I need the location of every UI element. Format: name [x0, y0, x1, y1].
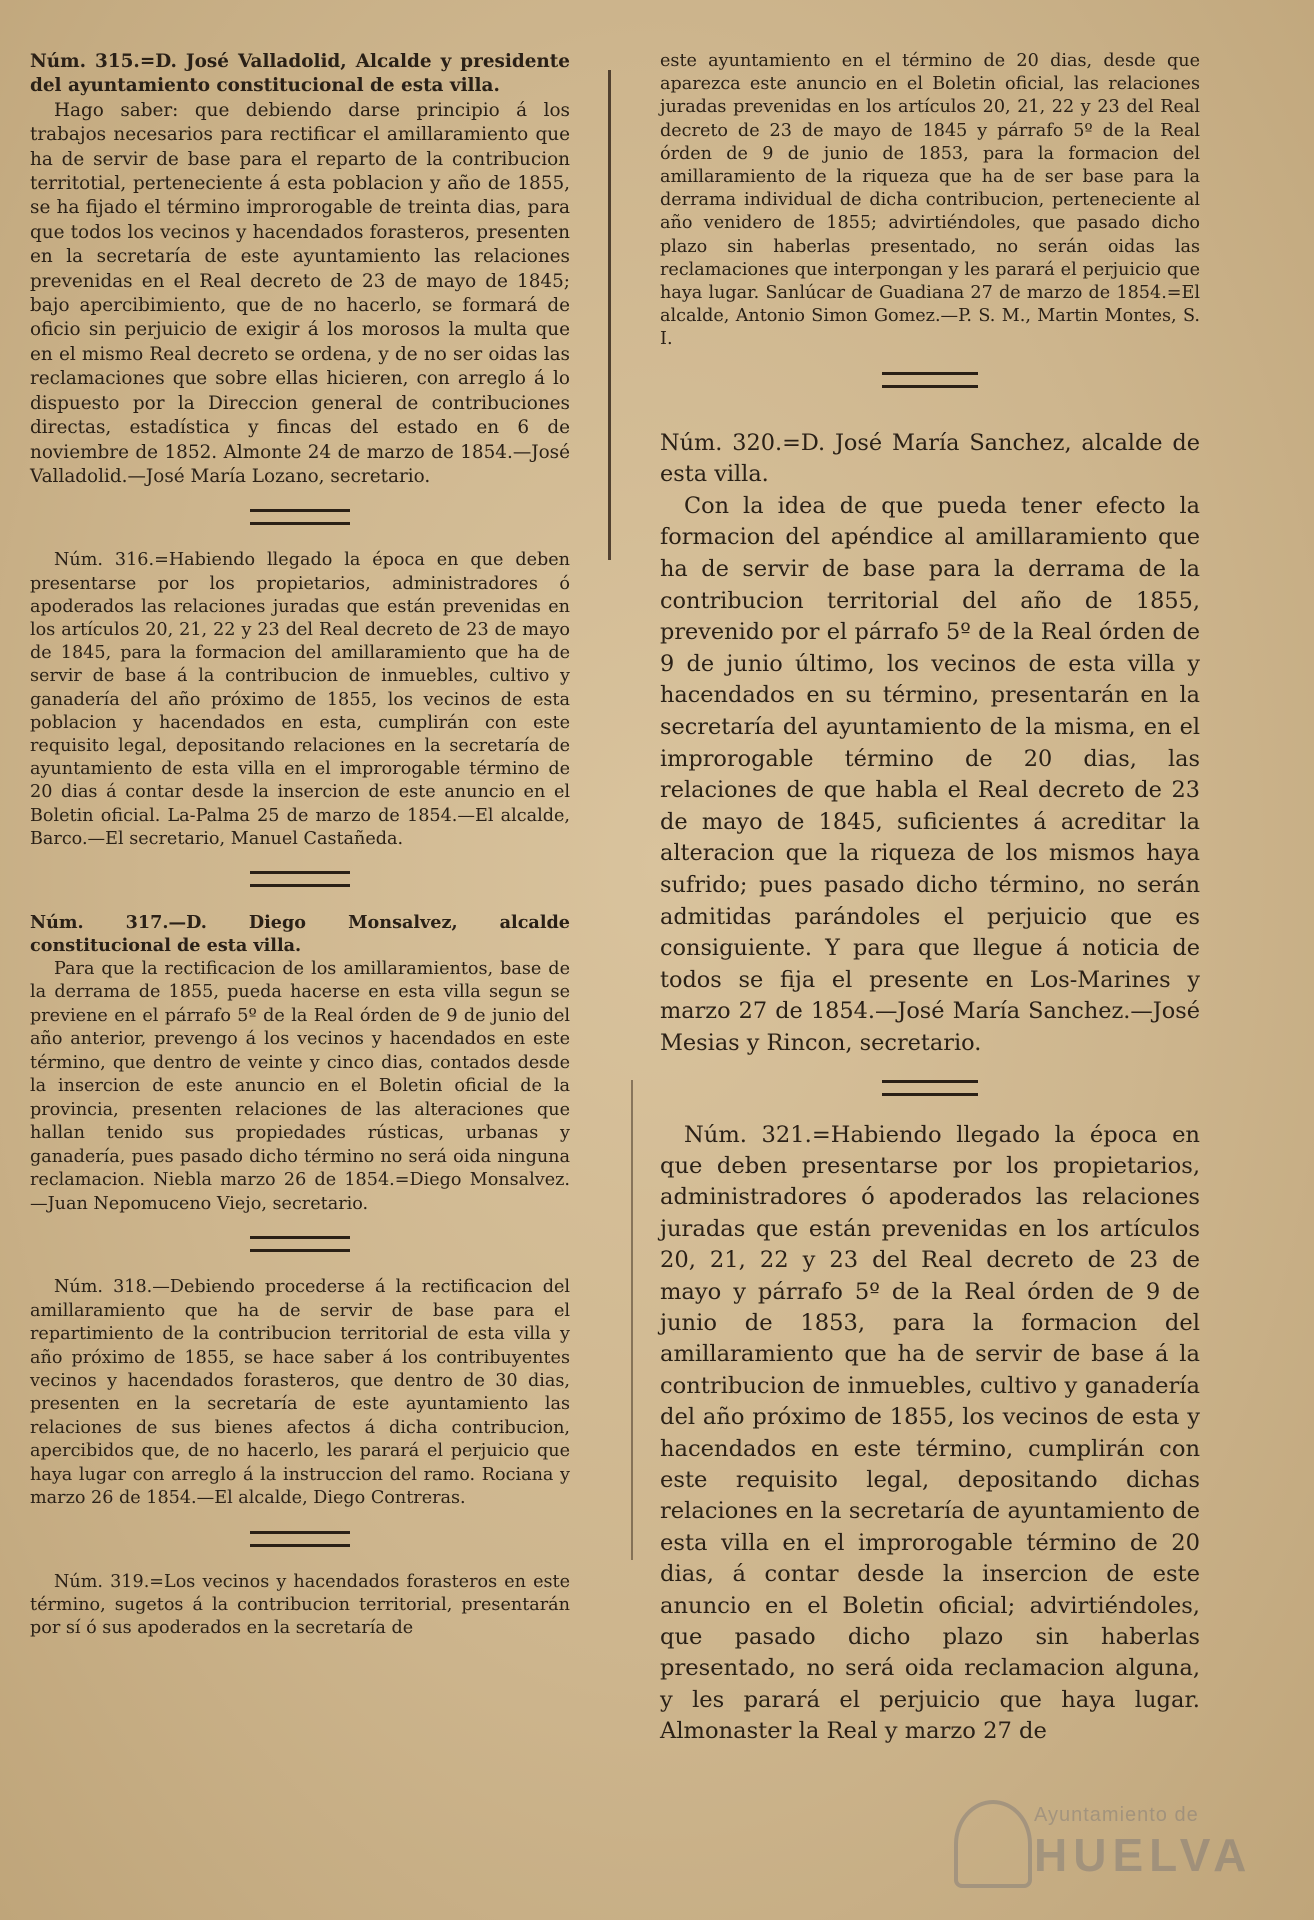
section-rule	[250, 509, 350, 525]
notice-321	[660, 1120, 1200, 1748]
coat-of-arms-icon	[954, 1800, 1032, 1888]
archive-watermark	[954, 1800, 1254, 1880]
notice-317-body: Para que la rectificacion de los amillaramientos, base de la derrama de 1855, pueda hacerse en esta villa segun se previene en el párrafo 5º de la Real órden de 9 de junio del año anterior, prevengo á los vecinos y hacendados en este término, que dentro de veinte y cinco dias, contados desde la insercion de este anuncio en el Boletin oficial de la provincia, presenten relaciones de las alteraciones que hallan tenido sus propiedades rústicas, urbanas y ganadería, pues pasado dicho término no será oida ninguna reclamacion. Niebla marzo 26 de 1854.=Diego Monsalvez.—Juan Nepomuceno Viejo, secretario.	[30, 958, 570, 1214]
notice-319-continued-text: este ayuntamiento en el término de 20 dias, desde que aparezca este anuncio en el Boletin oficial, las relaciones juradas prevenidas en los artículos 20, 21, 22 y 23 del Real decreto de 23 de mayo de 1845 y párrafo 5º de la Real órden de 9 de junio de 1853, para la formacion del amillaramiento de la riqueza que ha de ser base para la derrama individual de dicha contribucion, perteneciente al año venidero de 1855; advirtiéndoles, que pasado dicho plazo sin haberlas presentado, no serán oidas las reclamaciones que interpongan y les parará el perjuicio que haya lugar. Sanlúcar de Guadiana 27 de marzo de 1854.=El alcalde, Antonio Simon Gomez.—P. S. M., Martin Montes, S. I.	[660, 51, 1200, 350]
notice-315	[30, 50, 570, 489]
notice-317-heading: Núm. 317.—D. Diego Monsalvez, alcalde constitucional de esta villa.	[30, 911, 570, 957]
notice-318-text: Núm. 318.—Debiendo procederse á la rectificacion del amillaramiento que ha de servir de base para el repartimiento de la contribucion territorial de esta villa y año próximo de 1855, se hace saber á los contribuyentes vecinos y hacendados forasteros, que dentro de 30 dias, presenten en la secretaría de este ayuntamiento las relaciones de sus bienes afectos á dicha contribucion, apercibidos que, de no hacerlo, les parará el perjuicio que haya lugar con arreglo á la instruccion del ramo. Rociana y marzo 26 de 1854.—El alcalde, Diego Contreras.	[30, 1277, 570, 1509]
column-divider-lower	[631, 1080, 633, 1560]
notice-320	[660, 428, 1200, 1060]
notice-317	[30, 911, 570, 1217]
notice-319-text: Núm. 319.=Los vecinos y hacendados forasteros en este término, sugetos á la contribucion territorial, presentarán por sí ó sus apoderados en la secretaría de	[30, 1571, 570, 1638]
notice-316-text: Núm. 316.=Habiendo llegado la época en que deben presentarse por los propietarios, administradores ó apoderados las relaciones juradas que están prevenidas en los artículos 20, 21, 22 y 23 del Real decreto de 23 de mayo de 1845, para la formacion del amillaramiento que ha de servir de base á la contribucion de inmuebles, cultivo y ganadería del año próximo de 1855, los vecinos de esta poblacion y hacendados en esta, cumplirán con este requisito legal, depositando relaciones en la secretaría de ayuntamiento de esta villa en el improrogable término de 20 dias á contar desde la insercion de este anuncio en el Boletin oficial. La-Palma 25 de marzo de 1854.—El alcalde, Barco.—El secretario, Manuel Castañeda.	[30, 550, 570, 849]
section-rule	[882, 372, 978, 388]
notice-316	[30, 549, 570, 851]
section-rule	[882, 1080, 978, 1096]
notice-321-text: Núm. 321.=Habiendo llegado la época en que deben presentarse por los propietarios, administradores ó apoderados las relaciones juradas que están prevenidas en los artículos 20, 21, 22 y 23 del Real decreto de 23 de mayo y párrafo 5º de la Real órden de 9 de junio de 1853, para la formacion del amillaramiento que ha de servir de base á la contribucion de inmuebles, cultivo y ganadería del año próximo de 1855, los vecinos de esta y hacendados en este término, cumplirán con este requisito legal, depositando dichas relaciones en la secretaría de ayuntamiento de esta villa en el improrogable término de 20 dias, á contar desde la insercion de este anuncio en el Boletin oficial; advirtiéndoles, que pasado dicho plazo sin haberlas presentado, no será oida reclamacion alguna, y les parará el perjuicio que haya lugar. Almonaster la Real y marzo 27 de	[660, 1121, 1200, 1745]
section-rule	[250, 1531, 350, 1547]
left-column	[30, 50, 570, 1640]
column-divider	[608, 70, 611, 560]
notice-320-heading: Núm. 320.=D. José María Sanchez, alcalde de esta villa.	[660, 429, 1200, 488]
watermark-line1: Ayuntamiento de	[1034, 1804, 1199, 1826]
notice-318	[30, 1276, 570, 1510]
notice-315-body: Hago saber: que debiendo darse principio á los trabajos necesarios para rectificar el amillaramiento que ha de servir de base para el reparto de la contribucion territotial, perteneciente á esta poblacion y año de 1855, se ha fijado el término improrogable de treinta dias, para que todos los vecinos y hacendados forasteros, presenten en la secretaría de este ayuntamiento las relaciones prevenidas en el Real decreto de 23 de mayo de 1845; bajo apercibimiento, que de no hacerlo, se formará de oficio sin perjuicio de exigir á los morosos la multa que en el mismo Real decreto se ordena, y de no ser oidas las reclamaciones que sobre ellas hicieren, con arreglo á lo dispuesto por la Direccion general de contribuciones directas, estadística y fincas del estado en 6 de noviembre de 1852. Almonte 24 de marzo de 1854.—José Valladolid.—José María Lozano, secretario.	[30, 99, 570, 487]
notice-319	[30, 1571, 570, 1641]
watermark-line2: HUELVA	[1034, 1829, 1253, 1881]
notice-319-continued	[660, 50, 1200, 352]
notice-320-body: Con la idea de que pueda tener efecto la formacion del apéndice al amillaramiento que ha de servir de base para la derrama de la contribucion territorial del año de 1855, prevenido por el párrafo 5º de la Real órden de 9 de junio último, los vecinos de esta villa y hacendados en su término, presentarán en la secretaría del ayuntamiento de la misma, en el improrogable término de 20 dias, las relaciones de que habla el Real decreto de 23 de mayo de 1845, suficientes á acreditar la alteracion que la riqueza de los mismos haya sufrido; pues pasado dicho término, no serán admitidas parándoles el perjuicio que es consiguiente. Y para que llegue á noticia de todos se fija el presente en Los-Marines y marzo 27 de 1854.—José María Sanchez.—José Mesias y Rincon, secretario.	[660, 492, 1200, 1056]
section-rule	[250, 871, 350, 887]
right-column	[660, 50, 1200, 1748]
notice-315-heading: Núm. 315.=D. José Valladolid, Alcalde y presidente del ayuntamiento constitucional de esta villa.	[30, 51, 570, 97]
section-rule	[250, 1236, 350, 1252]
